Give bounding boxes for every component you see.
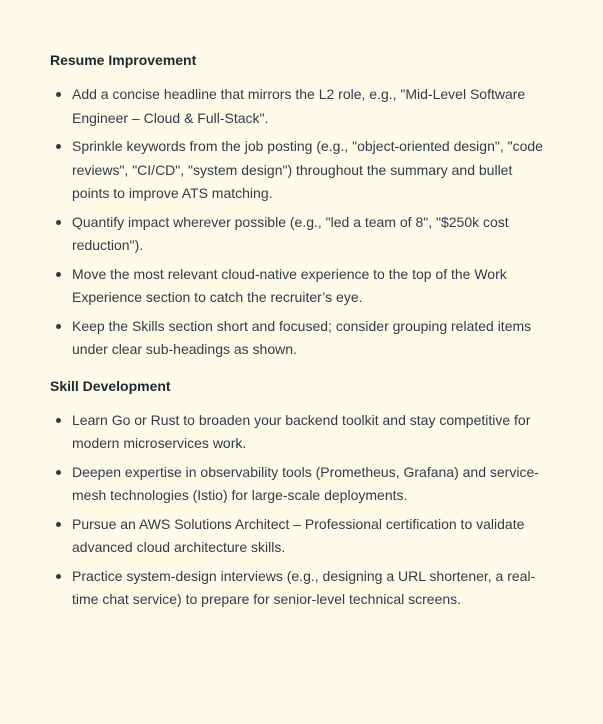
bullet-icon <box>56 470 61 475</box>
list-item <box>50 263 550 310</box>
bullet-icon <box>56 272 61 277</box>
list-item <box>50 315 550 362</box>
list-item-text: Deepen expertise in observability tools (Prometheus, Grafana) and service-mesh technologies (Istio) for large-scale deployments. <box>72 463 539 503</box>
list-item <box>50 135 550 206</box>
list-item-text: Pursue an AWS Solutions Architect – Professional certification to validate advanced cloud architecture skills. <box>72 515 525 555</box>
list-item-text: Learn Go or Rust to broaden your backend toolkit and stay competitive for modern microservices work. <box>72 411 531 451</box>
document-body <box>50 50 550 617</box>
bullet-icon <box>56 92 61 97</box>
list-item-text: Sprinkle keywords from the job posting (e.g., "object-oriented design", "code reviews", "CI/CD", "system design") throughout the summary and bullet points to improve ATS matching. <box>72 138 543 201</box>
skill-development-list <box>50 409 550 612</box>
list-item-text: Quantify impact wherever possible (e.g., "led a team of 8", "$250k cost reduction"). <box>72 213 509 253</box>
bullet-icon <box>56 418 61 423</box>
list-item-text: Add a concise headline that mirrors the L2 role, e.g., "Mid-Level Software Engineer – Cloud & Full-Stack". <box>72 86 526 126</box>
list-item <box>50 513 550 560</box>
list-item <box>50 461 550 508</box>
list-item-text: Move the most relevant cloud-native experience to the top of the Work Experience section to catch the recruiter’s eye. <box>72 265 507 305</box>
list-item-text: Practice system-design interviews (e.g., designing a URL shortener, a real-time chat service) to prepare for senior-level technical screens. <box>72 567 536 607</box>
bullet-icon <box>56 144 61 149</box>
section-heading-resume-improvement: Resume Improvement <box>50 52 197 68</box>
bullet-icon <box>56 522 61 527</box>
section-heading-skill-development: Skill Development <box>50 377 171 394</box>
bullet-icon <box>56 324 61 329</box>
list-item <box>50 83 550 130</box>
resume-improvement-list <box>50 83 550 362</box>
list-item <box>50 565 550 612</box>
list-item <box>50 409 550 456</box>
bullet-icon <box>56 220 61 225</box>
bullet-icon <box>56 574 61 579</box>
list-item <box>50 211 550 258</box>
list-item-text: Keep the Skills section short and focused; consider grouping related items under clear sub-headings as shown. <box>72 317 532 357</box>
